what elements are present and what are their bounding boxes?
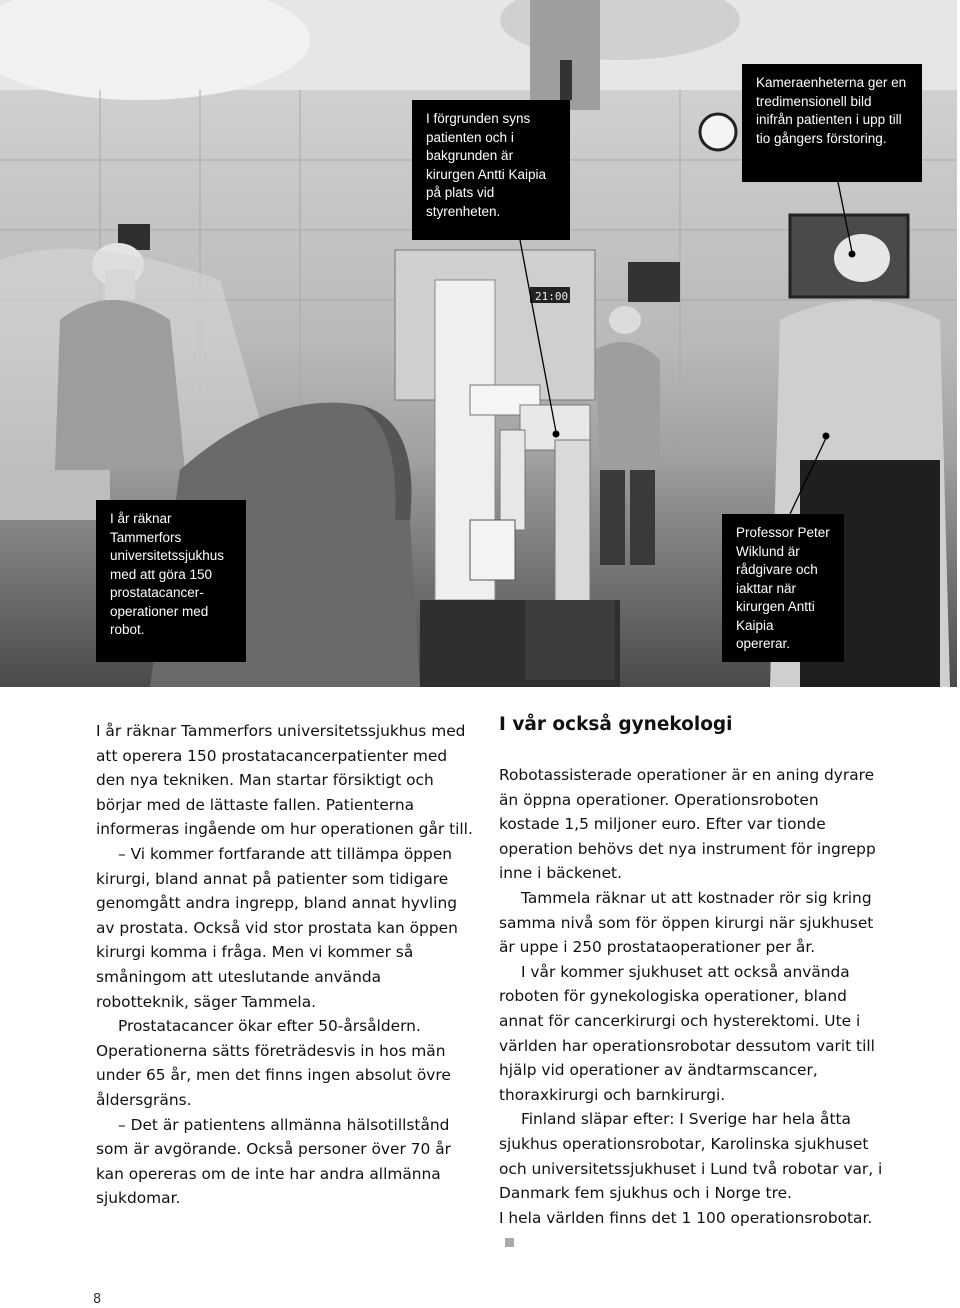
svg-text:21:00: 21:00: [535, 290, 569, 303]
paragraph: Finland släpar efter: I Sverige har hela åtta sjukhus operationsrobotar, Karolinska sjukhuset och universitetssjukhuset i Lund två robotar var, i Danmark fem sjukhus och i Norge tre.: [499, 1110, 883, 1203]
photo-caption-foreground: I förgrunden syns patienten och i bakgrunden är kirurgen Antti Kaipia på plats vid styrenheten.: [412, 100, 570, 240]
paragraph: Tammela räknar ut att kostnader rör sig kring samma nivå som för öppen kirurgi när sjukhuset är uppe i 250 prostataoperationer per år.: [499, 888, 874, 957]
right-text-column: [499, 713, 884, 1255]
photo-caption-professor: Professor Peter Wiklund är rådgivare och iakttar när kirurgen Antti Kaipia opererar.: [722, 514, 844, 662]
left-text-column: [96, 719, 476, 1211]
paragraph-last: [499, 1206, 884, 1255]
clock-icon: [700, 114, 736, 150]
photo-caption-camera: Kameraenheterna ger en tredimensionell bild inifrån patienten i upp till tio gångers förstoring.: [742, 64, 922, 182]
paragraph: – Det är patientens allmänna hälsotillstånd som är avgörande. Också personer över 70 år kan opereras om de inte har andra allmänna sjukdomar.: [96, 1115, 451, 1208]
paragraph: I vår kommer sjukhuset att också använda roboten för gynekologiska operationer, bland annat för cancerkirurgi och hysterektomi. Ute i världen har operationsrobotar dessutom varit till hjälp vid operationer av ändtarmscancer, thoraxkirurgi och barnkirurgi.: [499, 962, 875, 1104]
paragraph: – Vi kommer fortfarande att tillämpa öppen kirurgi, bland annat på patienter som tidigare genomgått andra ingrepp, bland annat hyvling av prostata. Också vid stor prostata kan öppen kirurgi komma i fråga. Men vi kommer så småningom att uteslutande använda robotteknik, säger Tammela.: [96, 844, 458, 1011]
paragraph-last-text: I hela världen finns det 1 100 operationsrobotar.: [499, 1208, 873, 1227]
end-mark-icon: [505, 1238, 514, 1247]
page-number: 8: [93, 1292, 102, 1307]
paragraph: Prostatacancer ökar efter 50-årsåldern. Operationerna sätts företrädesvis in hos män under 65 år, men det finns ingen absolut övre åldersgräns.: [96, 1017, 451, 1109]
photo-caption-count: I år räknar Tammerfors universitetssjukhus med att göra 150 prostatacancer-operationer med robot.: [96, 500, 246, 662]
paragraph: Robotassisterade operationer är en aning dyrare än öppna operationer. Operationsroboten kostade 1,5 miljoner euro. Efter var tionde operation behövs det nya instrument för ingrepp inne i bäckenet.: [499, 766, 876, 883]
paragraph: I år räknar Tammerfors universitetssjukhus med att operera 150 prostatacancerpatienter med den nya tekniken. Man startar försiktigt och börjar med de lättaste fallen. Patienterna informeras ingående om hur operationen går till.: [96, 722, 473, 839]
section-heading: I vår också gynekologi: [499, 714, 733, 735]
